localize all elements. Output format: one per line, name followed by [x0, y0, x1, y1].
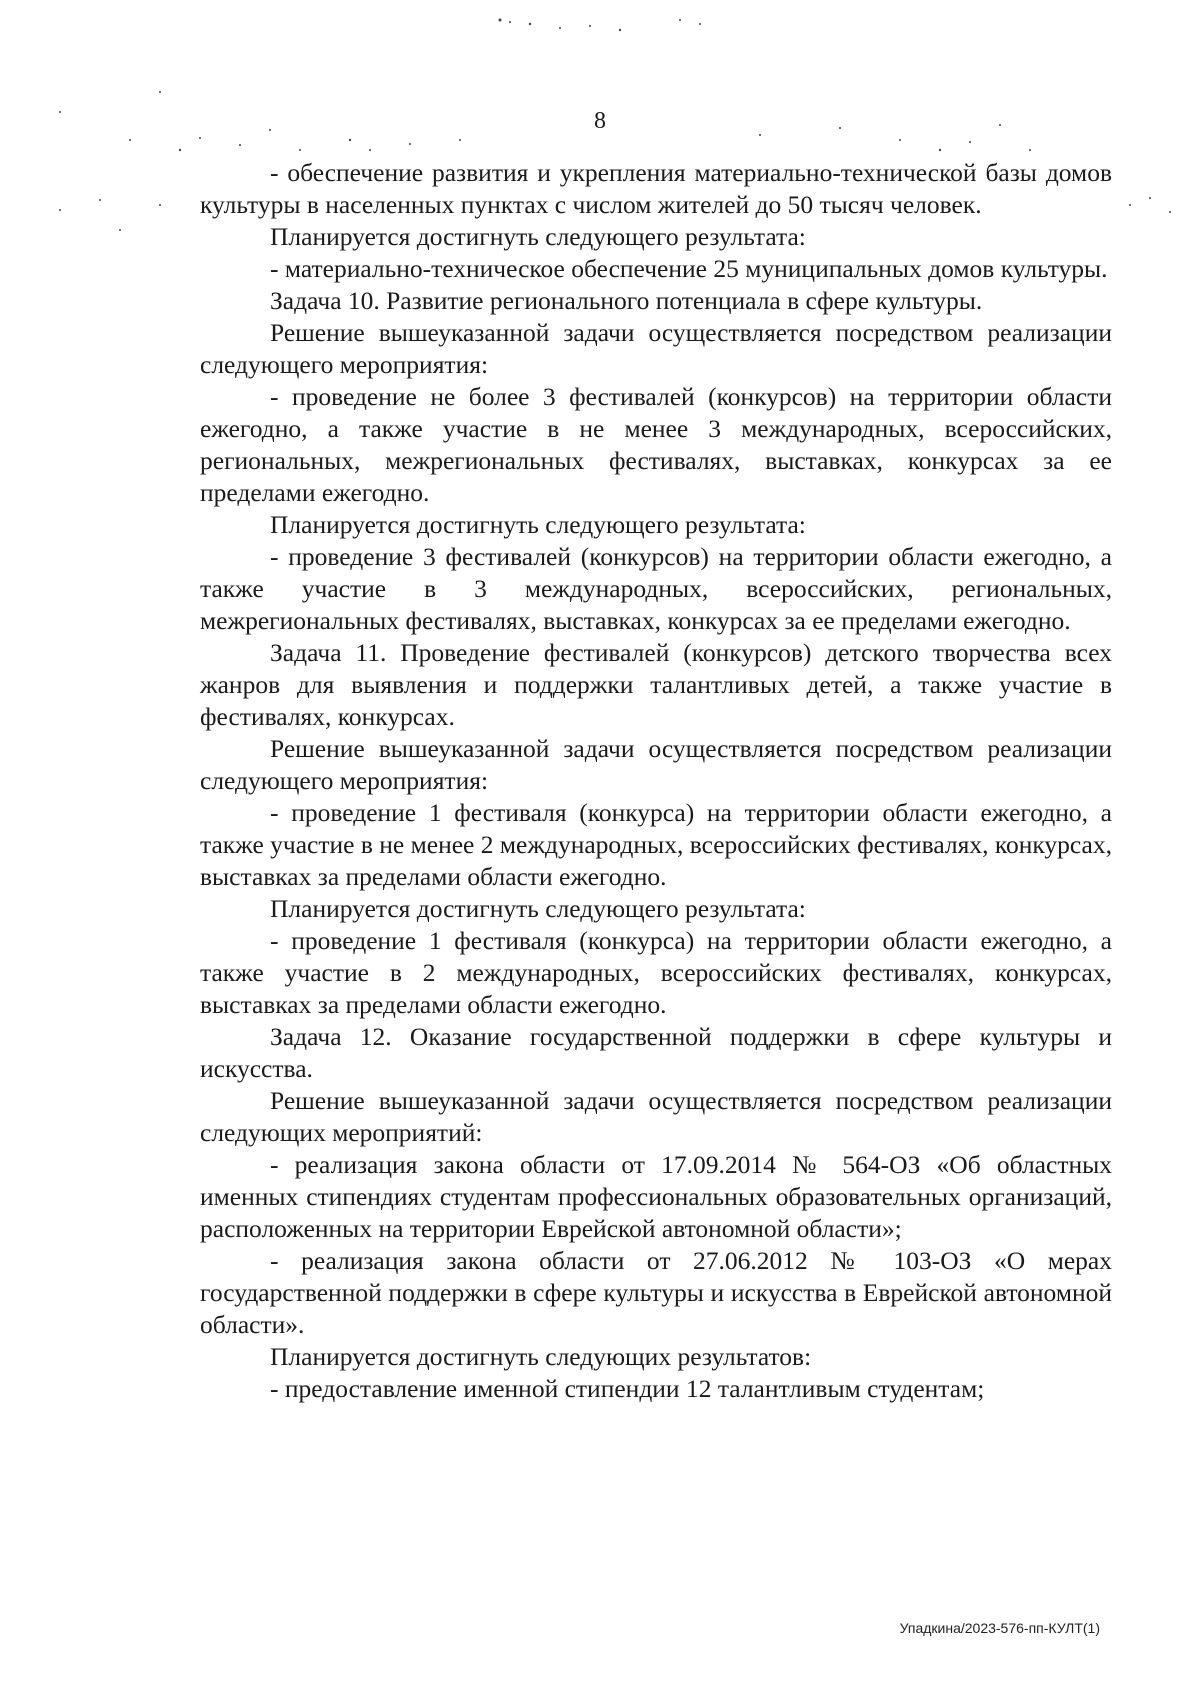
paragraph: - реализация закона области от 27.06.2012 № 103-ОЗ «О мерах государственной поддержки в сфере культуры и искусства в Еврейской автономной области». — [200, 1246, 1112, 1339]
paragraph: Задача 11. Проведение фестивалей (конкурсов) детского творчества всех жанров для выявления и поддержки талантливых детей, а также участие в фестивалях, конкурсах. — [200, 638, 1112, 731]
page-number: 8 — [594, 108, 606, 134]
paragraph: - проведение 1 фестиваля (конкурса) на территории области ежегодно, а также участие в 2 международных, всероссийских фестивалях, конкурсах, выставках за пределами области ежегодно. — [200, 926, 1112, 1019]
document-code: Упадкина/2023-576-пп-КУЛТ(1) — [899, 1620, 1100, 1636]
paragraph: Планируется достигнуть следующего результата: — [270, 222, 806, 251]
paragraph: - обеспечение развития и укрепления материально-технической базы домов культуры в населенных пунктах с числом жителей до 50 тысяч человек. — [200, 158, 1112, 219]
paragraph: - материально-техническое обеспечение 25 муниципальных домов культуры. — [270, 254, 1108, 283]
paragraph: Задача 10. Развитие регионального потенциала в сфере культуры. — [270, 286, 983, 315]
paragraph: Решение вышеуказанной задачи осуществляется посредством реализации следующих мероприятий: — [200, 1086, 1112, 1147]
paragraph: - проведение 3 фестивалей (конкурсов) на территории области ежегодно, а также участие в 3 международных, всероссийских, региональных, межрегиональных фестивалях, выставках, конкурсах за ее пределами ежегодно. — [200, 542, 1112, 635]
paragraph: - предоставление именной стипендии 12 талантливым студентам; — [270, 1374, 985, 1403]
paragraph: - проведение 1 фестиваля (конкурса) на территории области ежегодно, а также участие в не менее 2 международных, всероссийских фестивалях, конкурсах, выставках за пределами области ежегодно. — [200, 798, 1112, 891]
paragraph: Решение вышеуказанной задачи осуществляется посредством реализации следующего мероприятия: — [200, 318, 1112, 379]
paragraph: Планируется достигнуть следующих результатов: — [270, 1342, 812, 1371]
paragraph: - проведение не более 3 фестивалей (конкурсов) на территории области ежегодно, а также участие в не менее 3 международных, всероссийских, региональных, межрегиональных фестивалях, выставках, конкурсах за ее пределами ежегодно. — [200, 382, 1112, 507]
paragraph: Решение вышеуказанной задачи осуществляется посредством реализации следующего мероприятия: — [200, 734, 1112, 795]
paragraph: Планируется достигнуть следующего результата: — [270, 510, 806, 539]
document-body — [200, 157, 1112, 1405]
paragraph: - реализация закона области от 17.09.2014 № 564-ОЗ «Об областных именных стипендиях студентам профессиональных образовательных организаций, расположенных на территории Еврейской автономной области»; — [200, 1150, 1112, 1243]
paragraph: Планируется достигнуть следующего результата: — [270, 894, 806, 923]
paragraph: Задача 12. Оказание государственной поддержки в сфере культуры и искусства. — [200, 1022, 1112, 1083]
